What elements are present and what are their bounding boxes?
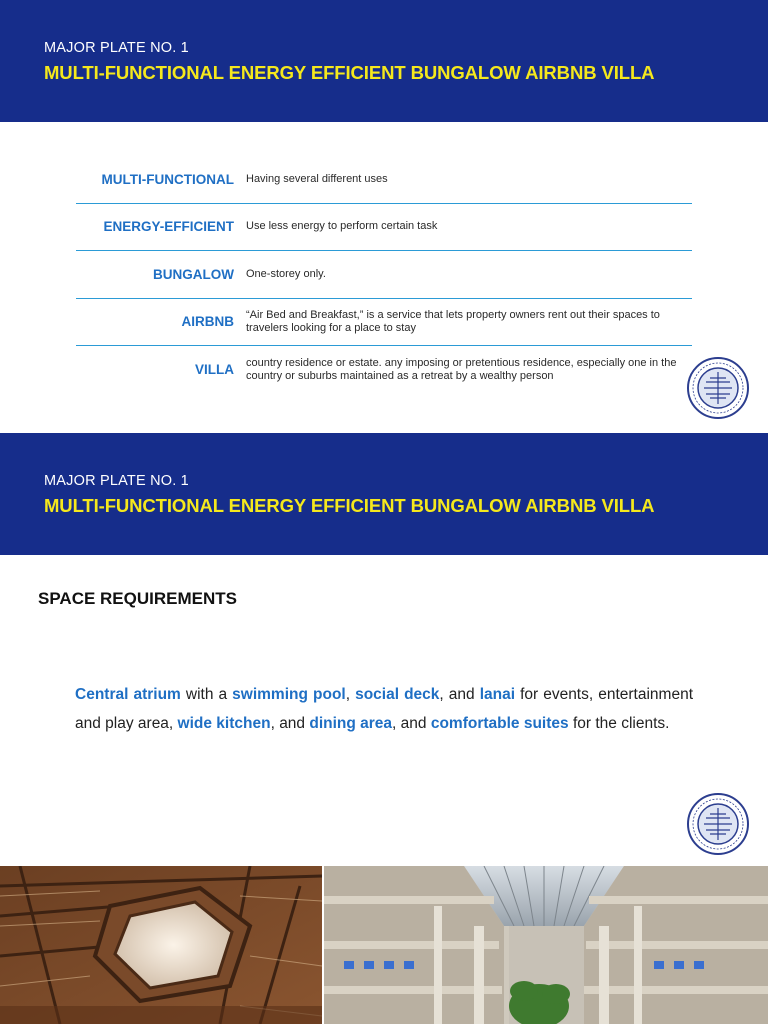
definition-term: BUNGALOW	[153, 266, 234, 282]
definition-row	[76, 156, 692, 204]
highlighted-term: dining area	[309, 715, 393, 732]
slide1-banner	[0, 0, 768, 122]
paragraph-text: , and	[439, 686, 480, 703]
definition-description: “Air Bed and Breakfast,” is a service that lets property owners rent out their spaces to travelers looking for a place to stay	[246, 308, 660, 334]
definition-row	[76, 204, 692, 252]
definition-description: Use less energy to perform certain task	[246, 220, 438, 233]
university-seal-logo	[686, 356, 750, 420]
definition-description: Having several different uses	[246, 172, 388, 185]
definition-row	[76, 346, 692, 394]
definition-term: AIRBNB	[181, 314, 234, 330]
definitions-list	[76, 156, 692, 394]
highlighted-term: lanai	[479, 686, 516, 703]
definition-row	[76, 251, 692, 299]
slide-title: MULTI-FUNCTIONAL ENERGY EFFICIENT BUNGALOW AIRBNB VILLA	[44, 62, 655, 83]
atrium-interior-render	[324, 866, 768, 1024]
paragraph-text: with a	[180, 686, 233, 703]
atrium-ceiling-photo	[0, 866, 322, 1024]
highlighted-term: comfortable suites	[430, 715, 569, 732]
highlighted-term: social deck	[355, 686, 440, 703]
definition-term: ENERGY-EFFICIENT	[103, 219, 234, 235]
space-requirements-heading: SPACE REQUIREMENTS	[38, 589, 237, 608]
definition-description: One-storey only.	[246, 267, 326, 280]
slide2-banner	[0, 433, 768, 555]
slide-title: MULTI-FUNCTIONAL ENERGY EFFICIENT BUNGALOW AIRBNB VILLA	[44, 495, 655, 516]
university-seal-logo	[686, 792, 750, 856]
plate-label: MAJOR PLATE NO. 1	[44, 40, 189, 56]
definition-row	[76, 299, 692, 347]
highlighted-term: wide kitchen	[177, 715, 271, 732]
highlighted-term: Central atrium	[75, 686, 181, 703]
paragraph-text: for events, entertainment and play area,	[75, 686, 694, 732]
definition-term: VILLA	[195, 362, 234, 378]
paragraph-text: , and	[392, 715, 431, 732]
space-requirements-paragraph	[75, 680, 693, 738]
paragraph-text: , and	[270, 715, 310, 732]
definition-description: country residence or estate. any imposing or pretentious residence, especially one in the country or suburbs maintained as a retreat by a wealthy person	[246, 356, 677, 382]
definition-term: MULTI-FUNCTIONAL	[101, 171, 234, 187]
highlighted-term: swimming pool	[232, 686, 346, 703]
paragraph-text: ,	[345, 686, 356, 703]
paragraph-text: for the clients.	[568, 715, 670, 732]
plate-label: MAJOR PLATE NO. 1	[44, 473, 189, 489]
